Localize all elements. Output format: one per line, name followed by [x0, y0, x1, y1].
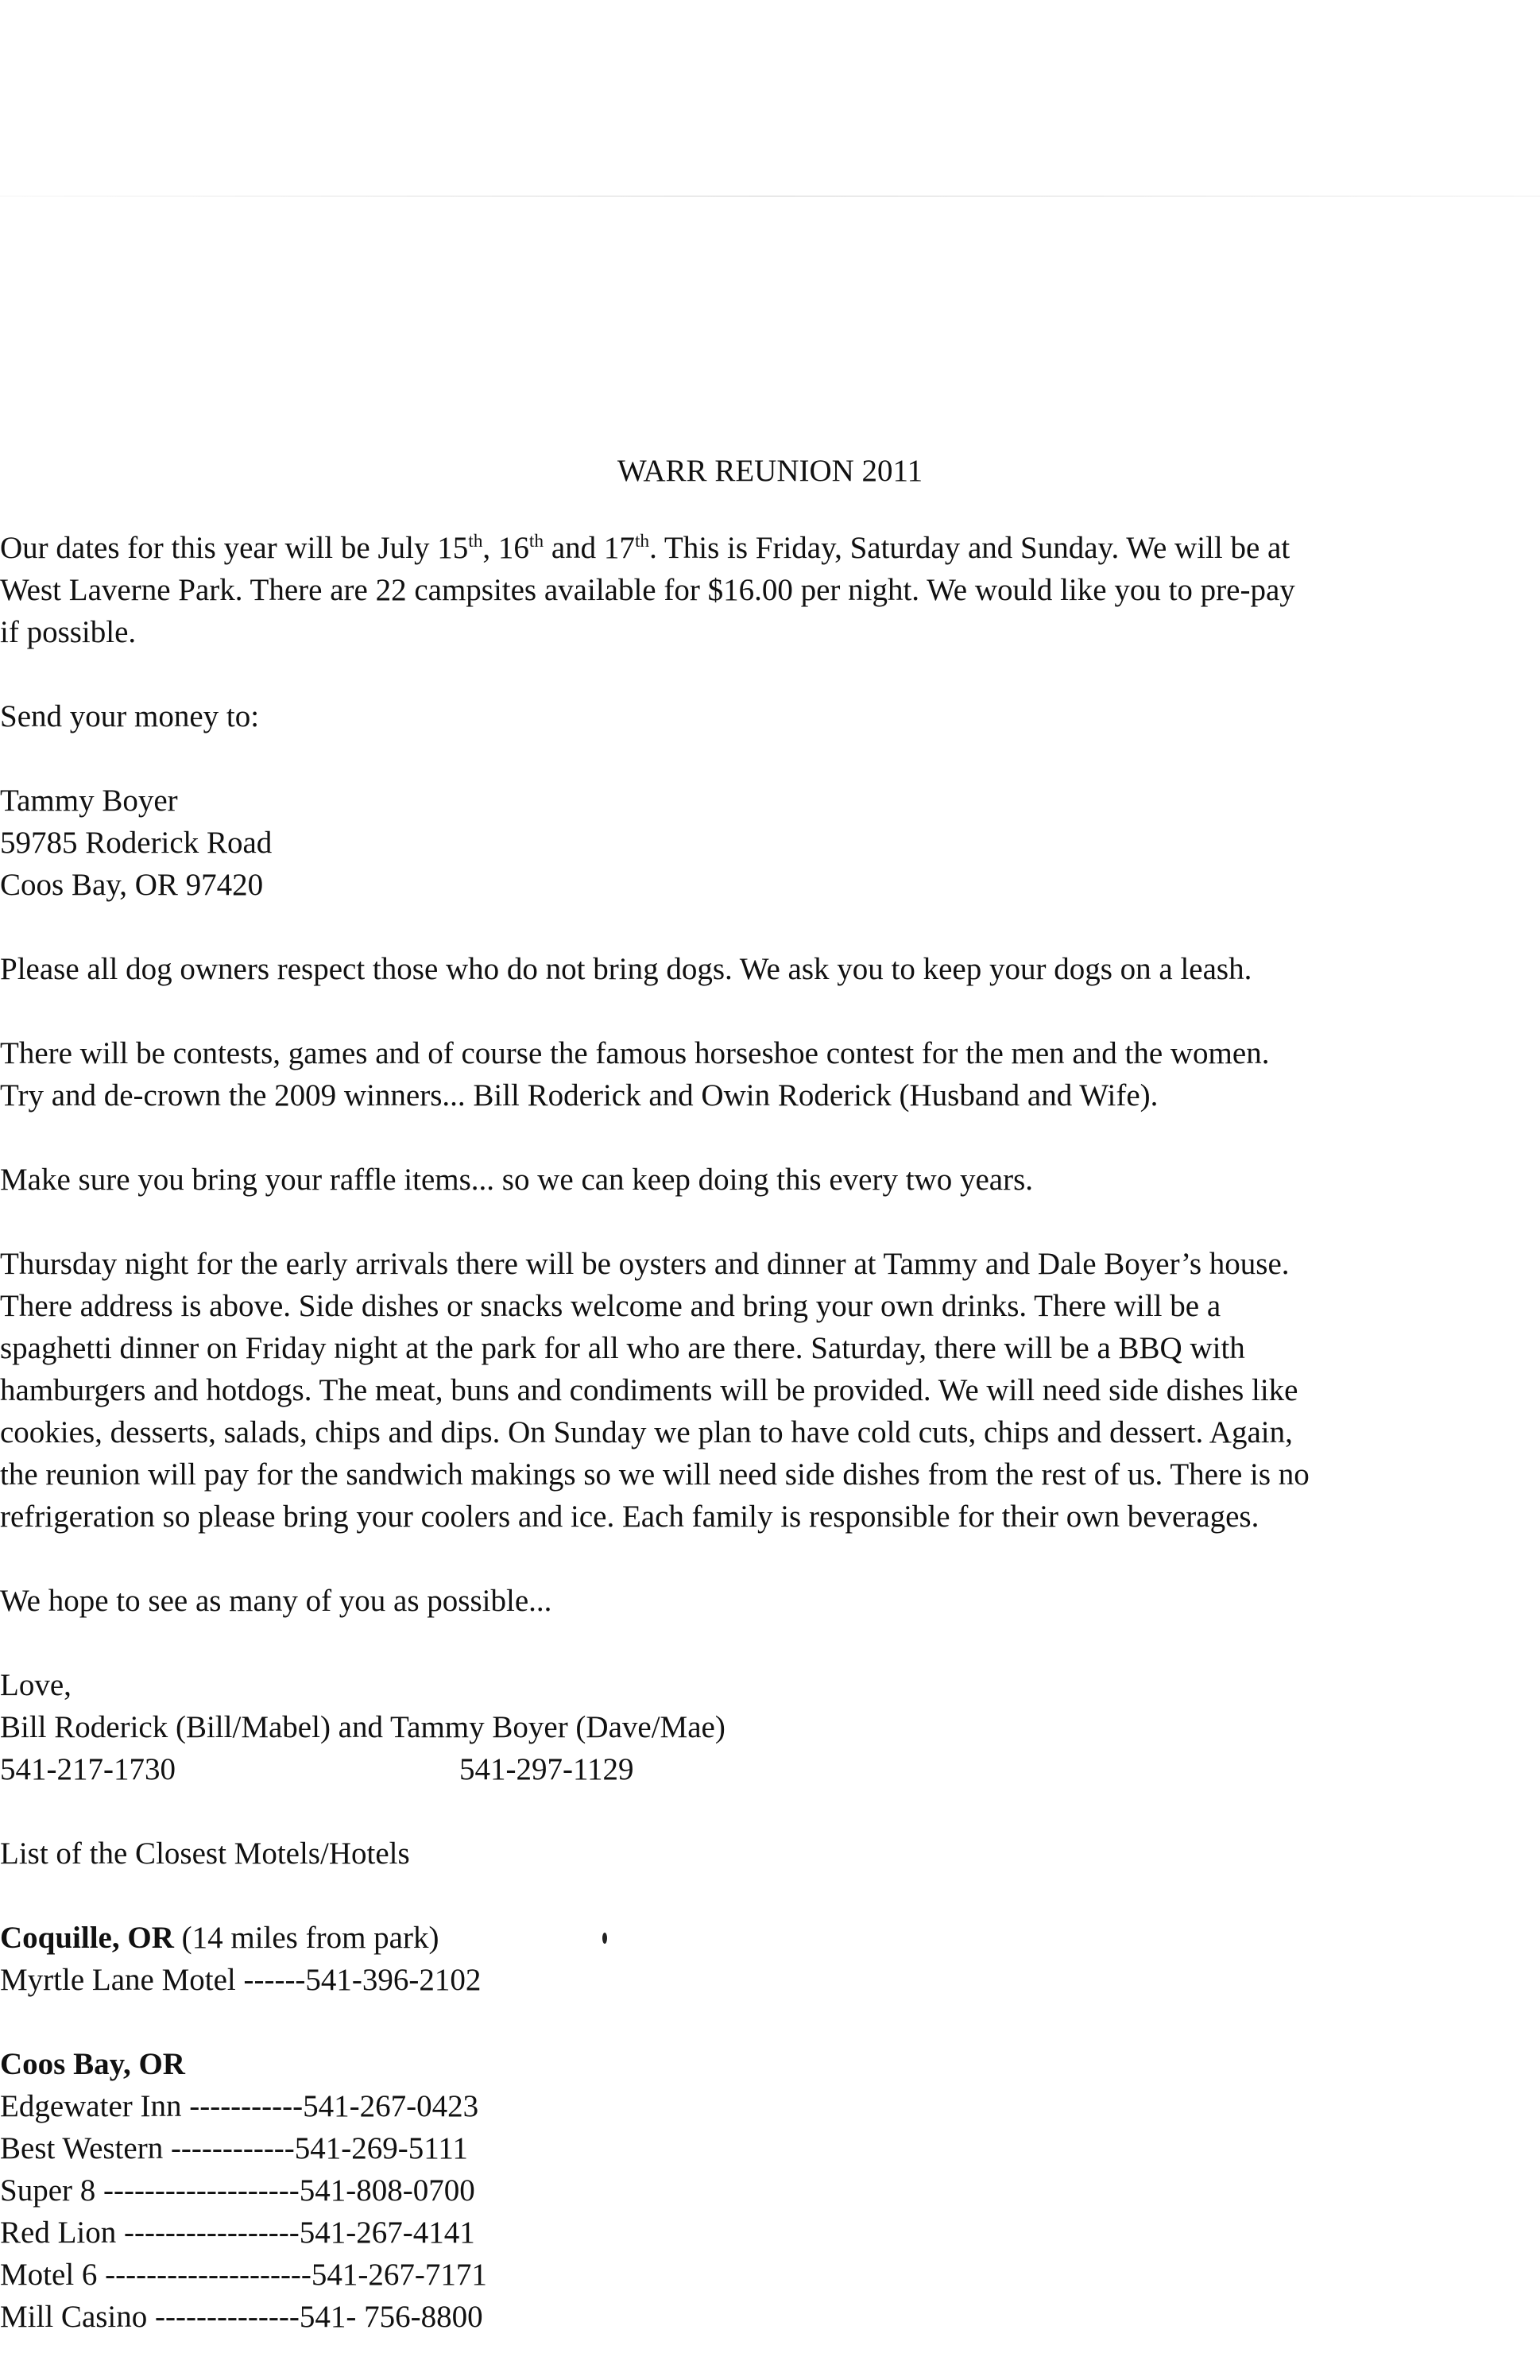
closing-names: Bill Roderick (Bill/Mabel) and Tammy Boyer (Dave/Mae): [0, 1710, 726, 1744]
scan-fold-line: [0, 195, 1540, 197]
motel-entry: Myrtle Lane Motel ------541-396-2102: [0, 1963, 482, 1997]
address-street: 59785 Roderick Road: [0, 826, 273, 860]
motel-entry: Motel 6 --------------------541-267-7171: [0, 2258, 487, 2292]
phone-bill: 541-217-1730: [0, 1752, 176, 1786]
motel-entry: Edgewater Inn -----------541-267-0423: [0, 2089, 479, 2123]
closing-phones: [0, 1748, 1540, 1790]
coos-bay-section: [0, 2043, 1540, 2338]
phone-tammy: 541-297-1129: [459, 1752, 634, 1786]
dogs-paragraph: Please all dog owners respect those who do not bring dogs. We ask you to keep your dogs on a leash.: [0, 952, 1252, 986]
mailing-address: [0, 780, 1540, 906]
coquille-city: Coquille, OR: [0, 1921, 174, 1955]
closing-signature: [0, 1664, 1540, 1790]
document-title: WARR REUNION 2011: [617, 454, 923, 488]
contests-paragraph: There will be contests, games and of course the famous horseshoe contest for the men and the women. Try and de-crown the 2009 winners... Bill Roderick and Owin Roderick (Husband and Wife).: [0, 1036, 1270, 1113]
intro-line-3: if possible.: [0, 615, 137, 649]
closing-love: Love,: [0, 1668, 72, 1702]
coquille-section: [0, 1917, 1540, 2001]
motels-heading: List of the Closest Motels/Hotels: [0, 1836, 410, 1871]
coquille-distance: (14 miles from park): [173, 1921, 439, 1955]
address-name: Tammy Boyer: [0, 784, 178, 818]
meals-paragraph: Thursday night for the early arrivals there will be oysters and dinner at Tammy and Dale Boyer’s house. There address is above. Side dishes or snacks welcome and bring your own drinks. There will be a spaghetti dinner on Friday night at the park for all who are there. Saturday, there will be a BBQ with hamburgers and hotdogs. The meat, buns and condiments will be provided. We will need side dishes like cookies, desserts, salads, chips and dips. On Sunday we plan to have cold cuts, chips and dessert. Again, the reunion will pay for the sandwich makings so we will need side dishes from the rest of us. There is no refrigeration so please bring your coolers and ice. Each family is responsible for their own beverages.: [0, 1247, 1310, 1534]
intro-line-2: West Laverne Park. There are 22 campsites available for $16.00 per night. We would like you to pre-pay: [0, 573, 1295, 607]
motel-entry: Mill Casino --------------541- 756-8800: [0, 2300, 483, 2334]
motel-entry: Best Western ------------541-269-5111: [0, 2131, 468, 2165]
letter-body: [0, 450, 1540, 2380]
intro-paragraph: [0, 527, 1540, 653]
motel-entry: Red Lion -----------------541-267-4141: [0, 2216, 475, 2250]
intro-line-1: Our dates for this year will be July 15th, 16th and 17th. This is Friday, Saturday and Sunday. We will be at: [0, 531, 1290, 565]
send-money-text: Send your money to:: [0, 699, 260, 733]
address-city: Coos Bay, OR 97420: [0, 868, 264, 902]
coos-bay-city: Coos Bay, OR: [0, 2047, 185, 2081]
hope-paragraph: We hope to see as many of you as possible...: [0, 1584, 552, 1618]
motel-entry: Super 8 -------------------541-808-0700: [0, 2173, 475, 2208]
raffle-paragraph: Make sure you bring your raffle items... so we can keep doing this every two years.: [0, 1163, 1034, 1197]
